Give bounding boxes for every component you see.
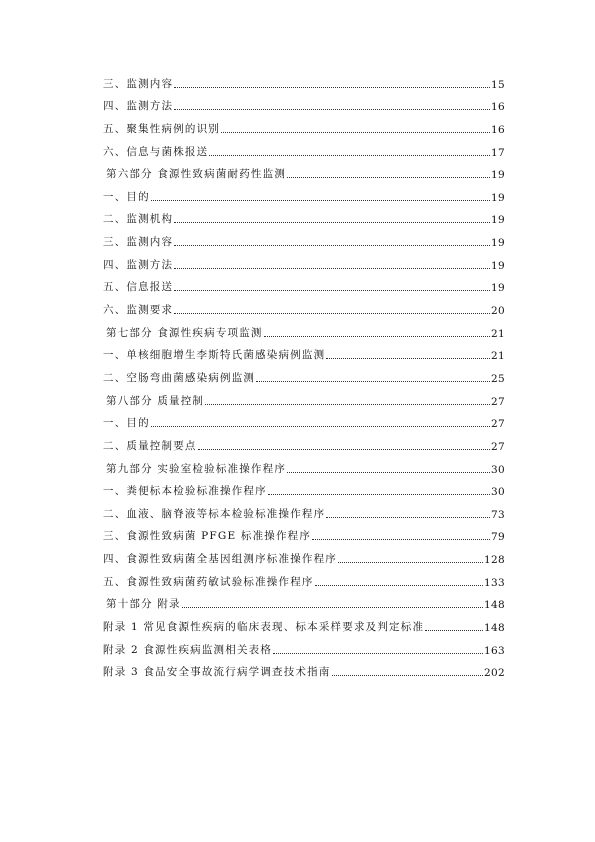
toc-entry[interactable]: [103, 272, 505, 295]
toc-entry-label: 一、目的: [103, 417, 150, 430]
toc-entry-page-number: 30: [491, 486, 505, 499]
toc-entry-page-number: 79: [491, 531, 505, 544]
toc-entry[interactable]: [103, 521, 505, 544]
toc-entry-label: 一、单核细胞增生李斯特氏菌感染病例监测: [103, 349, 326, 362]
toc-entry-label: 一、目的: [103, 190, 150, 203]
toc-entry[interactable]: [103, 498, 505, 521]
table-of-contents: [103, 68, 505, 679]
toc-entry-label: 第八部分 质量控制: [106, 394, 205, 407]
toc-entry-page-number: 21: [491, 350, 505, 363]
toc-dot-leader: [151, 425, 490, 427]
toc-entry-page-number: 148: [484, 599, 505, 612]
toc-dot-leader: [205, 403, 490, 405]
toc-entry-label: 三、监测内容: [103, 77, 174, 90]
toc-dot-leader: [332, 674, 483, 676]
toc-dot-leader: [151, 199, 490, 201]
toc-entry[interactable]: [103, 408, 505, 431]
toc-entry-label: 三、食源性致病菌 PFGE 标准操作程序: [103, 530, 312, 543]
toc-dot-leader: [209, 154, 490, 156]
toc-entry[interactable]: [103, 249, 505, 272]
toc-entry[interactable]: [103, 317, 505, 340]
toc-entry-page-number: 202: [484, 667, 505, 680]
toc-entry-label: 四、食源性致病菌全基因组测序标准操作程序: [103, 553, 337, 566]
toc-dot-leader: [221, 131, 490, 133]
toc-entry-label: 第六部分 食源性致病菌耐药性监测: [106, 168, 287, 181]
toc-entry-page-number: 19: [491, 214, 505, 227]
toc-entry-label: 五、信息报送: [103, 281, 174, 294]
toc-dot-leader: [174, 289, 490, 291]
toc-entry-page-number: 133: [484, 576, 505, 589]
toc-entry[interactable]: [103, 362, 505, 385]
toc-entry[interactable]: [103, 113, 505, 136]
toc-entry-page-number: 25: [491, 372, 505, 385]
toc-dot-leader: [174, 312, 490, 314]
toc-entry-label: 四、监测方法: [103, 258, 174, 271]
toc-entry-label: 附录 3 食品安全事故流行病学调查技术指南: [103, 666, 331, 679]
toc-entry-label: 六、信息与菌株报送: [103, 145, 209, 158]
toc-entry-label: 二、质量控制要点: [103, 439, 197, 452]
toc-entry-page-number: 27: [491, 395, 505, 408]
toc-entry-page-number: 163: [484, 644, 505, 657]
toc-dot-leader: [287, 471, 490, 473]
toc-entry-page-number: 73: [491, 508, 505, 521]
toc-dot-leader: [312, 538, 490, 540]
toc-dot-leader: [273, 652, 483, 654]
toc-entry[interactable]: [103, 453, 505, 476]
toc-dot-leader: [425, 629, 483, 631]
toc-entry-page-number: 128: [484, 554, 505, 567]
toc-entry-page-number: 15: [491, 78, 505, 91]
toc-dot-leader: [264, 335, 490, 337]
toc-entry[interactable]: [103, 204, 505, 227]
toc-entry[interactable]: [103, 385, 505, 408]
toc-dot-leader: [326, 516, 490, 518]
toc-entry-label: 二、监测机构: [103, 213, 174, 226]
toc-entry-page-number: 19: [491, 259, 505, 272]
toc-dot-leader: [174, 221, 490, 223]
toc-entry[interactable]: [103, 68, 505, 91]
toc-entry-page-number: 148: [484, 622, 505, 635]
toc-entry-page-number: 19: [491, 191, 505, 204]
toc-dot-leader: [268, 493, 490, 495]
toc-entry-label: 附录 2 食源性疾病监测相关表格: [103, 643, 273, 656]
toc-entry-page-number: 30: [491, 463, 505, 476]
toc-entry-page-number: 20: [491, 305, 505, 318]
toc-entry[interactable]: [103, 476, 505, 499]
toc-entry-page-number: 27: [491, 418, 505, 431]
toc-entry[interactable]: [103, 181, 505, 204]
toc-dot-leader: [182, 606, 483, 608]
toc-entry[interactable]: [103, 430, 505, 453]
toc-entry-label: 五、聚集性病例的识别: [103, 122, 220, 135]
toc-entry[interactable]: [103, 634, 505, 657]
toc-dot-leader: [174, 86, 490, 88]
toc-entry-label: 五、食源性致病菌药敏试验标准操作程序: [103, 575, 314, 588]
toc-dot-leader: [315, 584, 483, 586]
toc-entry[interactable]: [103, 91, 505, 114]
toc-entry-label: 第七部分 食源性疾病专项监测: [106, 326, 263, 339]
toc-entry-label: 四、监测方法: [103, 100, 174, 113]
toc-entry-label: 附录 1 常见食源性疾病的临床表现、标本采样要求及判定标准: [103, 621, 425, 634]
toc-entry[interactable]: [103, 657, 505, 680]
toc-dot-leader: [174, 244, 490, 246]
toc-dot-leader: [326, 357, 490, 359]
toc-entry[interactable]: [103, 543, 505, 566]
toc-dot-leader: [287, 176, 490, 178]
toc-entry-label: 二、血液、脑脊液等标本检验标准操作程序: [103, 507, 326, 520]
toc-entry[interactable]: [103, 294, 505, 317]
toc-entry[interactable]: [103, 226, 505, 249]
toc-dot-leader: [338, 561, 483, 563]
toc-entry-page-number: 19: [491, 169, 505, 182]
toc-entry-label: 一、粪便标本检验标准操作程序: [103, 485, 267, 498]
toc-entry-label: 第九部分 实验室检验标准操作程序: [106, 462, 287, 475]
toc-entry-label: 二、空肠弯曲菌感染病例监测: [103, 371, 256, 384]
toc-entry-label: 三、监测内容: [103, 236, 174, 249]
toc-dot-leader: [174, 267, 490, 269]
toc-entry-page-number: 19: [491, 237, 505, 250]
toc-entry[interactable]: [103, 340, 505, 363]
toc-entry-page-number: 19: [491, 282, 505, 295]
toc-entry-page-number: 17: [491, 146, 505, 159]
toc-entry[interactable]: [103, 159, 505, 182]
toc-entry[interactable]: [103, 136, 505, 159]
toc-entry[interactable]: [103, 566, 505, 589]
toc-entry-label: 第十部分 附录: [106, 598, 181, 611]
toc-dot-leader: [198, 448, 490, 450]
toc-entry-page-number: 16: [491, 123, 505, 136]
toc-dot-leader: [256, 380, 490, 382]
toc-dot-leader: [174, 108, 490, 110]
toc-entry-page-number: 21: [491, 327, 505, 340]
toc-entry-page-number: 16: [491, 101, 505, 114]
toc-entry-label: 六、监测要求: [103, 304, 174, 317]
toc-entry[interactable]: [103, 589, 505, 612]
toc-entry[interactable]: [103, 611, 505, 634]
toc-entry-page-number: 27: [491, 440, 505, 453]
